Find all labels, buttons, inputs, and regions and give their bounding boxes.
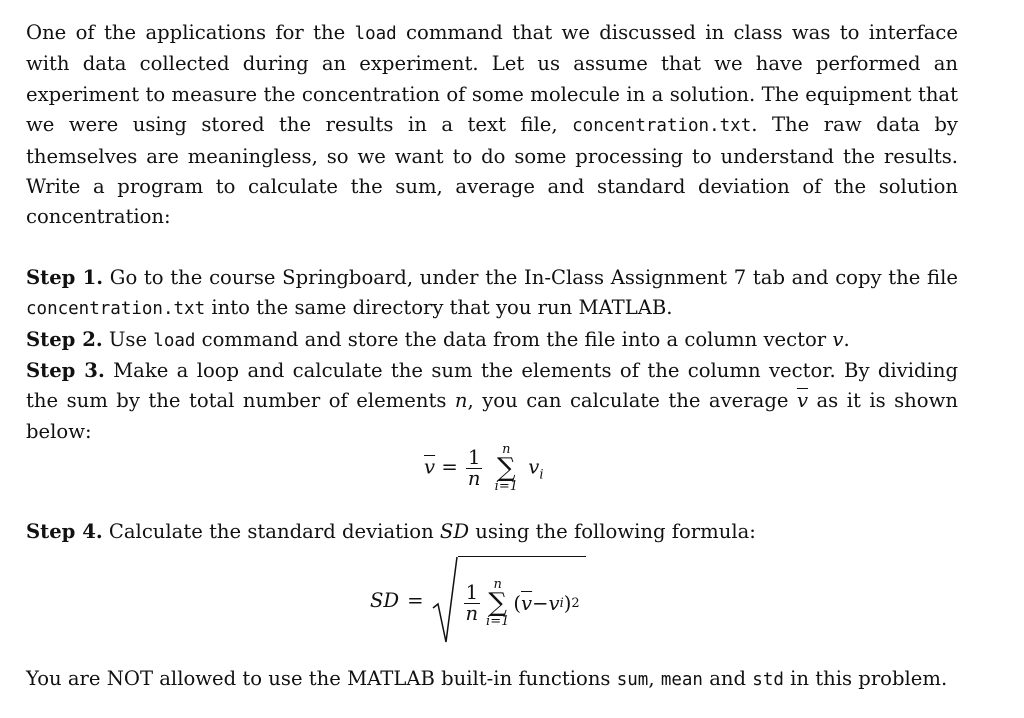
- eq2-sum-lower: i=1: [486, 614, 510, 630]
- step3-paragraph: [26, 356, 958, 447]
- step3-var-vbar: $\overline{v}$: [796, 389, 809, 413]
- eq2-sigma-symbol: ∑: [488, 588, 507, 619]
- eq2-close-paren: ): [563, 591, 572, 615]
- eq2-exponent: 2: [571, 595, 580, 611]
- eq1-denominator: n: [467, 466, 481, 490]
- step2-text-3: .: [843, 327, 850, 351]
- eq2-numerator: 1: [465, 580, 479, 604]
- code-load: load: [354, 24, 397, 44]
- eq1-numerator: 1: [467, 445, 481, 469]
- code-filename: concentration.txt: [572, 116, 752, 137]
- step2-text-2: command and store the data from the file into a column vector: [195, 327, 833, 351]
- step1-text-2: into the same directory that you run MATLAB.: [205, 296, 673, 320]
- eq1-sum-upper: n: [502, 442, 511, 458]
- step4-var-sd: SD: [439, 520, 470, 544]
- step4-paragraph: [26, 517, 958, 547]
- step1-code-filename: concentration.txt: [26, 299, 206, 320]
- eq1-equals: =: [441, 455, 458, 479]
- eq2-equals: =: [407, 589, 424, 613]
- code-sum: sum: [616, 669, 649, 690]
- sqrt-radical-icon: [432, 556, 458, 646]
- intro-text-2: command that we discussed in class was to interface with data collected during an experiment. Let us assume that we have performed an experiment to measure the concentration of some molecule in a solution. The equipment that we were using stored the results in a text file,: [26, 21, 958, 137]
- intro-paragraph: [26, 18, 958, 233]
- eq2-vbar: $\overline{v}$: [521, 591, 533, 615]
- step3-label: Step 3.: [26, 359, 105, 383]
- step1-label: Step 1.: [26, 265, 104, 289]
- step3-text-3: as it is shown below:: [26, 389, 958, 443]
- step1-paragraph: [26, 263, 958, 325]
- paragraph-gap: [26, 233, 958, 263]
- sd-equation: [370, 556, 586, 646]
- code-std: std: [752, 669, 784, 690]
- average-equation: [424, 443, 543, 493]
- eq1-summation: [495, 443, 518, 493]
- eq2-lhs: SD: [370, 589, 400, 613]
- step2-text-1: Use: [102, 327, 154, 351]
- eq2-open-paren: (: [513, 591, 522, 615]
- eq2-v: v: [548, 591, 560, 615]
- step4-label: Step 4.: [26, 520, 103, 544]
- eq1-term: v: [528, 455, 540, 479]
- step3-text-2: , you can calculate the average: [467, 389, 797, 413]
- step2-var-v: v: [832, 327, 844, 351]
- eq2-sqrt: [432, 556, 586, 646]
- step4-text-2: using the following formula:: [469, 520, 756, 544]
- eq2-sqrt-body: [458, 556, 586, 646]
- closing-text-2: ,: [648, 666, 661, 690]
- eq2-sum-upper: n: [493, 577, 502, 593]
- eq1-fraction: [466, 445, 482, 490]
- step3-var-n: n: [454, 389, 468, 413]
- closing-text-1: You are NOT allowed to use the MATLAB built-in functions: [26, 666, 617, 690]
- step4-text-1: Calculate the standard deviation: [102, 520, 440, 544]
- step2-label: Step 2.: [26, 327, 103, 351]
- intro-text-3: . The raw data by themselves are meaningless, so we want to do some processing to understand the results. Write a program to calculate the sum, average and standard deviation of the solution concentration:: [26, 113, 958, 229]
- eq1-lhs: $\overline{v}$: [424, 455, 436, 479]
- sd-equation-block: [26, 548, 958, 664]
- closing-paragraph: [26, 664, 958, 695]
- document-page: [26, 18, 958, 695]
- code-mean: mean: [660, 669, 703, 690]
- eq2-denominator: n: [465, 601, 479, 625]
- step1-text-1: Go to the course Springboard, under the In-Class Assignment 7 tab and copy the file: [103, 265, 958, 289]
- eq2-minus: −: [532, 591, 549, 615]
- step2-code-load: load: [153, 330, 196, 351]
- eq2-summation: [486, 578, 509, 628]
- intro-text-1: One of the applications for the: [26, 21, 355, 44]
- eq1-sigma-symbol: ∑: [497, 453, 516, 484]
- eq2-subscript: i: [559, 595, 564, 611]
- closing-text-4: in this problem.: [783, 666, 948, 690]
- eq1-sum-lower: i=1: [494, 479, 518, 495]
- eq2-fraction: [464, 580, 480, 625]
- eq1-term-subscript: i: [539, 467, 544, 483]
- closing-text-3: and: [702, 666, 753, 690]
- step3-text-1: Make a loop and calculate the sum the elements of the column vector. By dividing the sum by the total number of elements: [26, 359, 958, 413]
- average-equation-block: [26, 442, 958, 517]
- step2-paragraph: [26, 325, 958, 356]
